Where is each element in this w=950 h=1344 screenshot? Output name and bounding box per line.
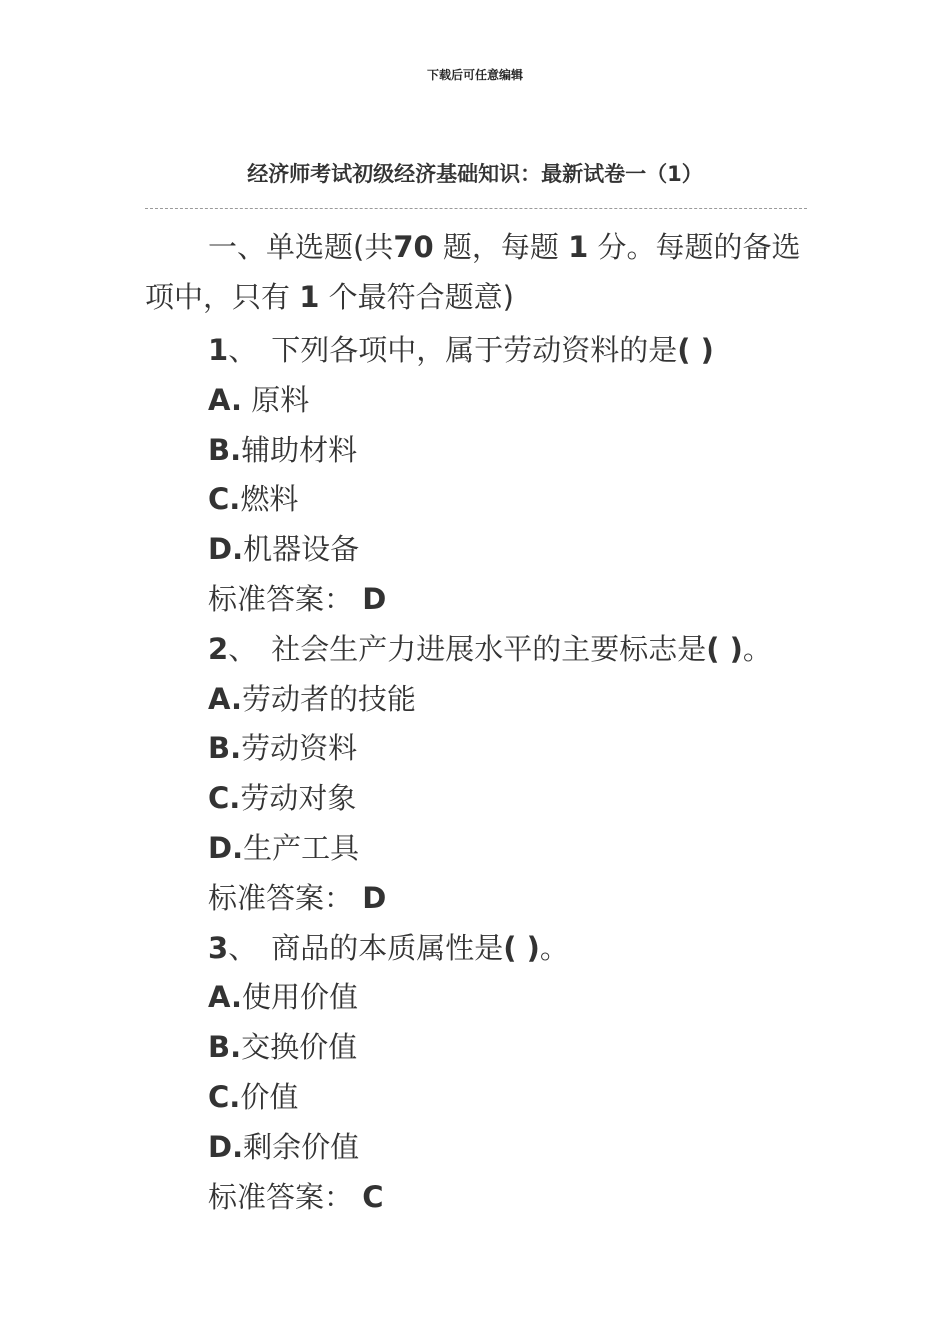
- option-d: [145, 1123, 807, 1173]
- document-title: 经济师考试初级经济基础知识：最新试卷一（1）: [247, 162, 703, 186]
- option-d: [145, 525, 807, 575]
- option-text: 生产工具: [243, 830, 360, 865]
- question-number: 1: [208, 333, 229, 367]
- option-c: [145, 774, 807, 824]
- question-text: 下列各项中，属于劳动资料的是: [271, 333, 678, 367]
- answer-blank: ( ): [677, 333, 714, 367]
- option-text: 剩余价值: [243, 1129, 360, 1164]
- question-3: [145, 924, 807, 1223]
- option-text: 辅助材料: [241, 432, 358, 467]
- section-heading-part4: 个最符合题意): [328, 280, 514, 314]
- section-score: 1: [568, 230, 589, 264]
- answer-blank: ( ): [706, 631, 743, 666]
- answer-label: 标准答案：: [208, 581, 354, 616]
- option-letter: A.: [208, 980, 242, 1015]
- option-a: [145, 376, 807, 426]
- answer-value: D: [362, 581, 387, 616]
- option-b: [145, 724, 807, 774]
- option-letter: A.: [208, 681, 242, 716]
- question-tail: 。: [539, 930, 569, 965]
- section-heading-part3: 分。每题的备选项中，只有: [145, 230, 801, 314]
- option-letter: C.: [208, 482, 241, 517]
- answer-value: C: [362, 1179, 384, 1214]
- option-letter: A.: [208, 382, 242, 417]
- question-2: [145, 625, 807, 924]
- option-letter: D.: [208, 830, 244, 865]
- option-letter: D.: [208, 532, 244, 567]
- option-text: 使用价值: [242, 980, 359, 1015]
- option-letter: B.: [208, 432, 242, 467]
- standard-answer: [145, 1173, 807, 1223]
- option-letter: D.: [208, 1129, 244, 1164]
- question-text: 社会生产力进展水平的主要标志是: [271, 631, 707, 666]
- option-b: [145, 1023, 807, 1073]
- question-stem: [145, 326, 807, 376]
- option-text: 价值: [240, 1079, 299, 1114]
- question-separator: 、: [228, 333, 258, 367]
- option-text: 劳动者的技能: [242, 681, 417, 716]
- option-letter: C.: [208, 781, 241, 816]
- option-text: 劳动资料: [241, 731, 358, 766]
- dashed-divider: [145, 208, 807, 209]
- option-letter: B.: [208, 1030, 242, 1065]
- header-note: 下载后可任意编辑: [426, 68, 523, 82]
- section-heading: [145, 222, 807, 322]
- standard-answer: [145, 575, 807, 625]
- question-separator: 、: [228, 930, 258, 965]
- option-letter: B.: [208, 731, 242, 766]
- option-text: 交换价值: [241, 1030, 358, 1065]
- option-a: [145, 973, 807, 1023]
- section-question-count: 70: [393, 230, 434, 264]
- question-separator: 、: [228, 631, 258, 666]
- exam-content: [145, 222, 807, 1222]
- answer-blank: ( ): [503, 930, 540, 965]
- section-one: 1: [299, 280, 320, 314]
- answer-label: 标准答案：: [208, 1179, 354, 1214]
- section-heading-part1: 一、单选题(共: [208, 230, 394, 264]
- section-heading-part2: 题，每题: [442, 230, 559, 264]
- option-c: [145, 1073, 807, 1123]
- option-b: [145, 426, 807, 476]
- option-d: [145, 824, 807, 874]
- question-stem: [145, 924, 807, 974]
- option-a: [145, 675, 807, 725]
- option-text: 原料: [242, 382, 310, 417]
- option-c: [145, 475, 807, 525]
- question-number: 2: [208, 631, 229, 666]
- question-stem: [145, 625, 807, 675]
- option-text: 劳动对象: [240, 781, 357, 816]
- standard-answer: [145, 874, 807, 924]
- answer-value: D: [362, 880, 387, 915]
- question-1: [145, 326, 807, 625]
- option-letter: C.: [208, 1079, 241, 1114]
- question-tail: 。: [742, 631, 772, 666]
- question-text: 商品的本质属性是: [271, 930, 504, 965]
- option-text: 燃料: [240, 482, 299, 517]
- option-text: 机器设备: [243, 532, 360, 567]
- answer-label: 标准答案：: [208, 880, 354, 915]
- question-number: 3: [208, 930, 229, 965]
